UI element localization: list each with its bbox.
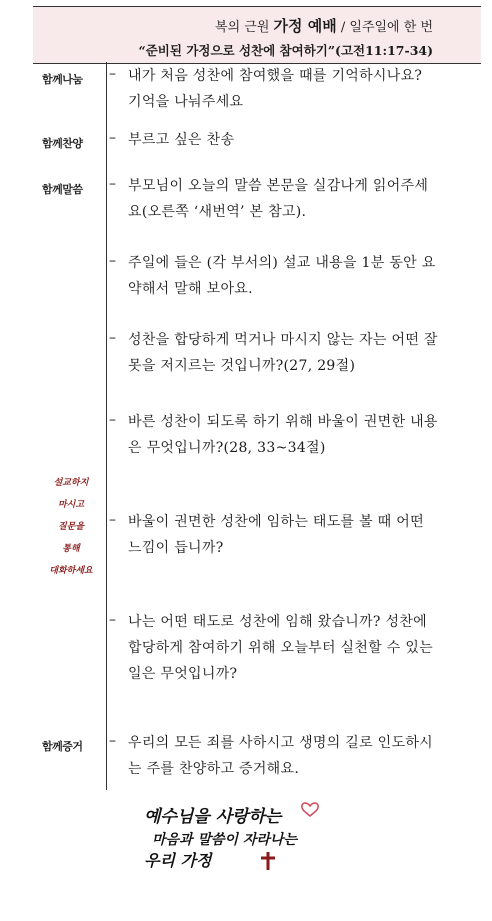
header-title-line	[215, 15, 433, 36]
side-note-line: 설교하지	[53, 478, 89, 488]
side-note	[36, 472, 106, 582]
dash: –	[109, 176, 116, 192]
cross-icon	[261, 852, 275, 870]
header-suffix: / 일주일에 한 번	[340, 20, 433, 35]
dash: –	[109, 612, 116, 628]
label-sharing: 함께나눔	[42, 73, 83, 86]
word-item-4: 바른 성찬이 되도록 하기 위해 바울이 권면한 내용은 무엇입니까?(28, 33~34절)	[128, 414, 438, 456]
calligraphy-logo	[140, 800, 340, 872]
dash: –	[109, 330, 116, 346]
calligraphy-line-2: 마음과 말씀이 자라나는	[152, 832, 297, 848]
side-note-line: 마시고	[57, 500, 85, 510]
side-note-line: 대화하세요	[49, 566, 93, 576]
divider-line	[106, 62, 107, 790]
calligraphy-line-1: 예수님을 사랑하는	[144, 807, 282, 827]
word-item-3: 성찬을 합당하게 먹거나 마시지 않는 자는 어떤 잘못을 저지르는 것입니까?(27, 29절)	[128, 332, 438, 374]
word-item-1: 부모님이 오늘의 말씀 본문을 실감나게 읽어주세요(오른쪽 ‘새번역’ 본 참고).	[128, 178, 429, 220]
sharing-text: 내가 처음 성찬에 참여했을 때를 기억하시나요? 기억을 나눠주세요	[128, 68, 423, 110]
dash: –	[109, 512, 116, 528]
header-banner	[33, 6, 481, 64]
word-item-2: 주일에 들은 (각 부서의) 설교 내용을 1분 동안 요약해서 말해 보아요.	[128, 255, 436, 297]
side-note-line: 질문을	[57, 522, 85, 532]
word-item-5: 바울이 권면한 성찬에 임하는 태도를 볼 때 어떤 느낌이 듭니까?	[128, 514, 424, 556]
calligraphy-line-3: 우리 가정	[144, 851, 212, 870]
side-note-line: 통해	[62, 544, 80, 554]
witness-text: 우리의 모든 죄를 사하시고 생명의 길로 인도하시는 주를 찬양하고 증거해요.	[128, 735, 433, 777]
dash: –	[109, 412, 116, 428]
label-word: 함께말씀	[42, 183, 83, 196]
dash: –	[109, 253, 116, 269]
praise-text: 부르고 싶은 찬송	[128, 132, 235, 148]
dash: –	[109, 130, 116, 146]
header-prefix: 복의 근원	[215, 20, 270, 35]
label-witness: 함께증거	[42, 740, 83, 753]
label-praise: 함께찬양	[42, 137, 83, 150]
dash: –	[109, 66, 116, 82]
dash: –	[109, 733, 116, 749]
heart-icon	[302, 803, 318, 816]
word-item-6: 나는 어떤 태도로 성찬에 임해 왔습니까? 성찬에 합당하게 참여하기 위해 오늘부터 실천할 수 있는 일은 무엇입니까?	[128, 614, 433, 682]
header-title: 가정 예배	[273, 17, 337, 35]
header-subtitle: “준비된 가정으로 성찬에 참여하기”(고전11:17-34)	[138, 43, 433, 58]
